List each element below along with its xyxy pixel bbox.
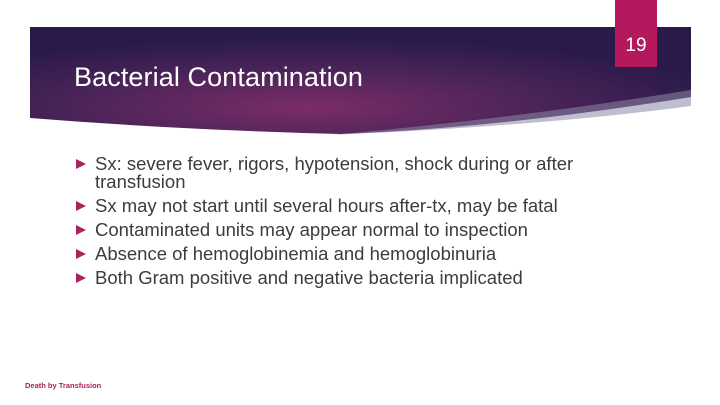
bullet-arrow-icon bbox=[76, 273, 86, 283]
bullet-arrow-icon bbox=[76, 159, 86, 169]
bullet-text: Contaminated units may appear normal to inspection bbox=[95, 219, 528, 240]
bullet-item bbox=[74, 221, 614, 239]
bullet-arrow-icon bbox=[76, 225, 86, 235]
page-number: 19 bbox=[625, 35, 647, 56]
bullet-text: Both Gram positive and negative bacteria implicated bbox=[95, 267, 523, 288]
bullet-text: Absence of hemoglobinemia and hemoglobinuria bbox=[95, 243, 497, 264]
slide-footer: Death by Transfusion bbox=[25, 381, 102, 390]
bullet-item bbox=[74, 245, 614, 263]
bullet-text: Sx: severe fever, rigors, hypotension, shock during or after transfusion bbox=[95, 153, 574, 192]
bullet-item bbox=[74, 269, 614, 287]
bullet-item bbox=[74, 155, 614, 191]
bullet-text: Sx may not start until several hours after-tx, may be fatal bbox=[95, 195, 558, 216]
bullet-item bbox=[74, 197, 614, 215]
bullet-arrow-icon bbox=[76, 249, 86, 259]
page-number-badge bbox=[615, 0, 657, 67]
slide-title: Bacterial Contamination bbox=[74, 62, 363, 92]
bullet-arrow-icon bbox=[76, 201, 86, 211]
bullet-list bbox=[74, 155, 614, 293]
